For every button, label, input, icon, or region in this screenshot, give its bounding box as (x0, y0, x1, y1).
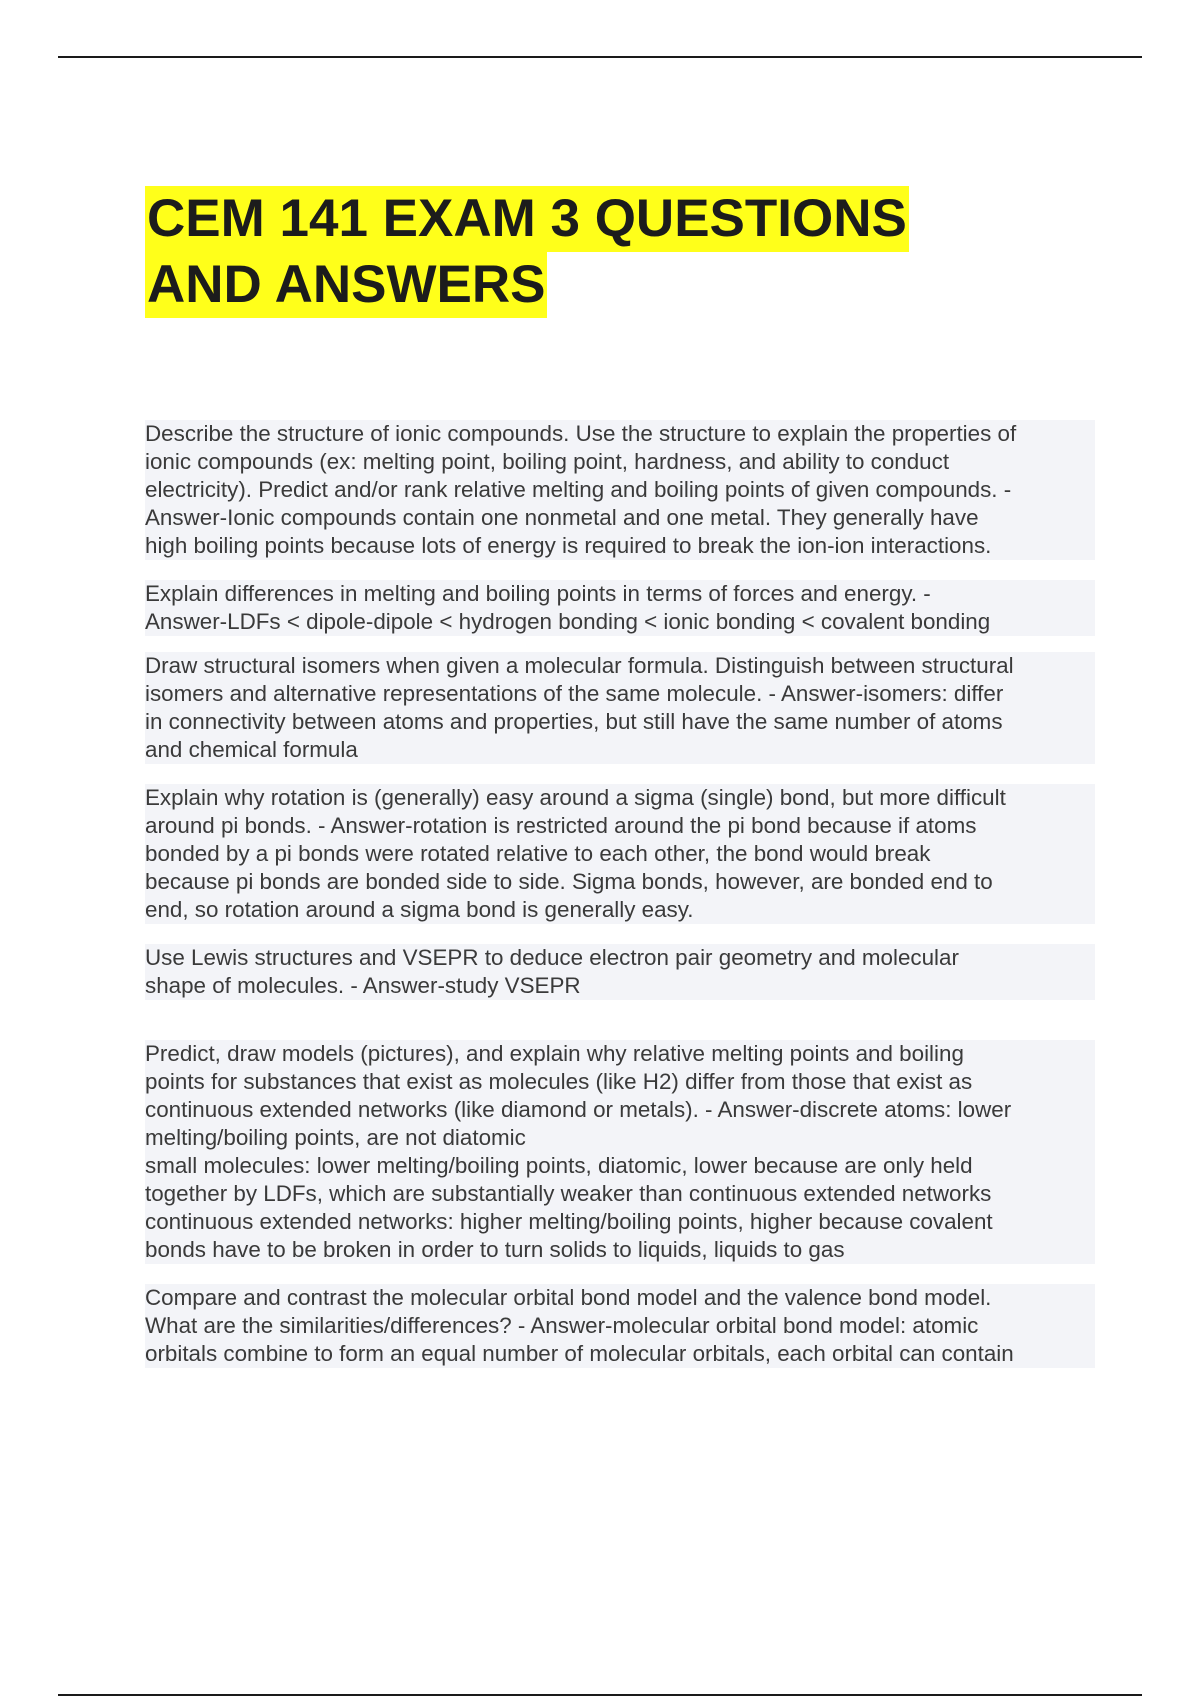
qa-block-bond-rotation (145, 784, 1095, 924)
qa-list (145, 420, 1095, 1388)
text-line: Answer-Ionic compounds contain one nonmetal and one metal. They generally have (145, 504, 1095, 532)
text-line: What are the similarities/differences? - Answer-molecular orbital bond model: atomic (145, 1312, 1095, 1340)
text-line: electricity). Predict and/or rank relative melting and boiling points of given compounds. - (145, 476, 1095, 504)
title-line-1: CEM 141 EXAM 3 QUESTIONS (145, 186, 909, 252)
text-line: melting/boiling points, are not diatomic (145, 1124, 1095, 1152)
text-line: orbitals combine to form an equal number of molecular orbitals, each orbital can contain (145, 1340, 1095, 1368)
text-line: Predict, draw models (pictures), and explain why relative melting points and boiling (145, 1040, 1095, 1068)
text-line: small molecules: lower melting/boiling points, diatomic, lower because are only held (145, 1152, 1095, 1180)
qa-block-ionic-compounds (145, 420, 1095, 560)
qa-block-melting-boiling-forces (145, 580, 1095, 636)
text-line: around pi bonds. - Answer-rotation is restricted around the pi bond because if atoms (145, 812, 1095, 840)
bottom-divider (58, 1694, 1142, 1696)
text-line: Describe the structure of ionic compounds. Use the structure to explain the properties of (145, 420, 1095, 448)
text-line: together by LDFs, which are substantially weaker than continuous extended networks (145, 1180, 1095, 1208)
text-line: shape of molecules. - Answer-study VSEPR (145, 972, 1095, 1000)
text-line: because pi bonds are bonded side to side. Sigma bonds, however, are bonded end to (145, 868, 1095, 896)
text-line: Explain differences in melting and boiling points in terms of forces and energy. - (145, 580, 1095, 608)
qa-block-structural-isomers (145, 652, 1095, 764)
top-divider (58, 56, 1142, 58)
text-line: isomers and alternative representations of the same molecule. - Answer-isomers: differ (145, 680, 1095, 708)
text-line: end, so rotation around a sigma bond is generally easy. (145, 896, 1095, 924)
text-line: Explain why rotation is (generally) easy around a sigma (single) bond, but more difficult (145, 784, 1095, 812)
qa-block-vsepr (145, 944, 1095, 1000)
document-title (145, 186, 1105, 318)
text-line: bonds have to be broken in order to turn solids to liquids, liquids to gas (145, 1236, 1095, 1264)
qa-block-mo-vs-vb-model (145, 1284, 1095, 1368)
qa-block-molecules-vs-networks (145, 1040, 1095, 1264)
text-line: points for substances that exist as molecules (like H2) differ from those that exist as (145, 1068, 1095, 1096)
text-line: in connectivity between atoms and properties, but still have the same number of atoms (145, 708, 1095, 736)
text-line: Compare and contrast the molecular orbital bond model and the valence bond model. (145, 1284, 1095, 1312)
text-line: continuous extended networks (like diamond or metals). - Answer-discrete atoms: lower (145, 1096, 1095, 1124)
title-line-2: AND ANSWERS (145, 252, 547, 318)
text-line: Use Lewis structures and VSEPR to deduce electron pair geometry and molecular (145, 944, 1095, 972)
text-line: continuous extended networks: higher melting/boiling points, higher because covalent (145, 1208, 1095, 1236)
text-line: Draw structural isomers when given a molecular formula. Distinguish between structural (145, 652, 1095, 680)
text-line: and chemical formula (145, 736, 1095, 764)
text-line: bonded by a pi bonds were rotated relative to each other, the bond would break (145, 840, 1095, 868)
text-line: ionic compounds (ex: melting point, boiling point, hardness, and ability to conduct (145, 448, 1095, 476)
text-line: high boiling points because lots of energy is required to break the ion-ion interactions. (145, 532, 1095, 560)
text-line: Answer-LDFs < dipole-dipole < hydrogen bonding < ionic bonding < covalent bonding (145, 608, 1095, 636)
